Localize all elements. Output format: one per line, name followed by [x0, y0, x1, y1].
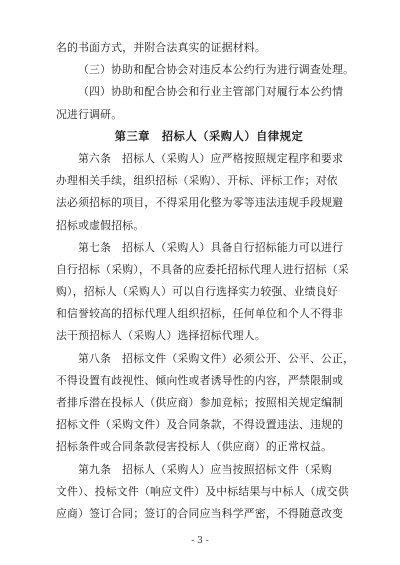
paragraph-line: （三）协助和配合协会对违反本公约行为进行调查处理。: [78, 63, 355, 77]
paragraph-line: 文件）、投标文件（响应文件）及中标结果与中标人（成交供: [56, 484, 349, 498]
paragraph-line: 法必须招标的项目，不得采用化整为零等违法违规手段规避: [56, 196, 344, 210]
paragraph-line: 第六条 招标人（采购人）应严格按照规定程序和要求: [78, 151, 344, 165]
paragraph-line: 办理相关手续，组织招标（采购）、开标、评标工作；对依: [56, 174, 338, 188]
paragraph-line: 招标文件（采购文件）及合同条款，不得设置违法、违规的: [56, 418, 344, 432]
paragraph-line: 招标条件或合同条款侵害投标人（供应商）的正常权益。: [56, 440, 333, 454]
page-number: - 3 -: [191, 536, 209, 546]
chapter-heading: 第三章 招标人（采购人）自律规定: [114, 129, 304, 143]
paragraph-line: 购），招标人（采购人）可以自行选择实力较强、业绩良好: [56, 285, 338, 299]
paragraph-line: 不得设置有歧视性、倾向性或者诱导性的内容，严禁限制或: [56, 373, 344, 387]
paragraph-line: 法干预招标人（采购人）选择招标代理人。: [56, 329, 266, 343]
paragraph-line: 况进行调研。: [56, 107, 123, 121]
paragraph-line: 名的书面方式，并附合法真实的证据材料。: [56, 41, 266, 54]
paragraph-line: 和信誉较高的招标代理人组织招标，任何单位和个人不得非: [56, 307, 344, 321]
paragraph-line: 者排斥潜在投标人（供应商）参加竞标；按照相关规定编制: [56, 396, 344, 409]
paragraph-line: （四）协助和配合协会和行业主管部门对履行本公约情: [78, 85, 344, 99]
paragraph-line: 招标或虚假招标。: [56, 218, 145, 232]
paragraph-line: 第七条 招标人（采购人）具备自行招标能力可以进行: [78, 240, 344, 254]
paragraph-line: 第九条 招标人（采购人）应当按照招标文件（采购: [78, 462, 333, 476]
paragraph-line: 自行招标（采购），不具备的应委托招标代理人进行招标（采: [56, 262, 349, 276]
paragraph-line: 应商）签订合同；签订的合同应当科学严密，不得随意改变: [56, 506, 344, 520]
paragraph-line: 第八条 招标文件（采购文件）必须公开、公平、公正，: [78, 351, 355, 365]
